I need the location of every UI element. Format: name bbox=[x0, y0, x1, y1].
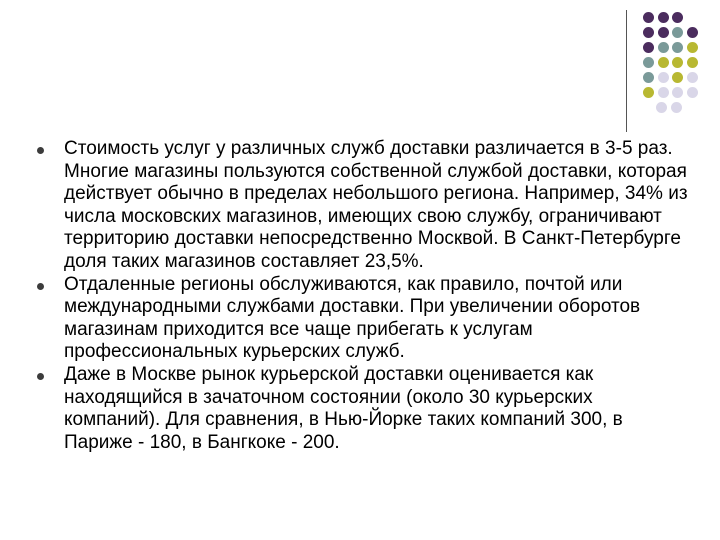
bullet-icon bbox=[37, 147, 44, 154]
bullet-item bbox=[34, 364, 694, 454]
bullet-item bbox=[34, 274, 694, 364]
bullet-text: Отдаленные регионы обслуживаются, как правило, почтой или международными службами доставки. При увеличении оборотов магазинам приходится все чаще прибегать к услугам профессиональных курьерских служб. bbox=[64, 273, 641, 363]
decorative-dot bbox=[658, 12, 669, 23]
bullet-text: Стоимость услуг у различных служб доставки различается в 3-5 раз. Многие магазины пользуются собственной службой доставки, которая действует обычно в пределах небольшого региона. Например, 34% из числа московских магазинов, имеющих свою службу, ограничивают территорию доставки непосредственно Москвой. В Санкт-Петербурге доля таких магазинов составляет 23,5%. bbox=[64, 138, 688, 272]
decorative-dot bbox=[687, 72, 698, 83]
slide-body bbox=[34, 138, 694, 454]
decorative-dot bbox=[643, 12, 654, 23]
decorative-dot bbox=[658, 87, 669, 98]
bullet-item bbox=[34, 138, 694, 274]
decorative-dot bbox=[658, 57, 669, 68]
decorative-dot bbox=[687, 87, 698, 98]
decorative-dot bbox=[643, 72, 654, 83]
decorative-dot bbox=[671, 102, 682, 113]
decorative-dot bbox=[658, 27, 669, 38]
decorative-dot bbox=[687, 42, 698, 53]
decorative-dot bbox=[658, 72, 669, 83]
decorative-dot-grid bbox=[0, 0, 720, 140]
decorative-dot bbox=[643, 42, 654, 53]
bullet-icon bbox=[37, 283, 44, 290]
decorative-dot bbox=[687, 57, 698, 68]
decorative-dot bbox=[672, 57, 683, 68]
bullet-icon bbox=[37, 373, 44, 380]
decorative-dot bbox=[643, 87, 654, 98]
decorative-dot bbox=[672, 27, 683, 38]
bullet-text: Даже в Москве рынок курьерской доставки оценивается как находящийся в зачаточном состоянии (около 30 курьерских компаний). Для сравнения, в Нью-Йорке таких компаний 300, в Париже - 180, в Бангкоке - 200. bbox=[64, 363, 623, 453]
decorative-dot bbox=[658, 42, 669, 53]
decorative-dot bbox=[672, 42, 683, 53]
decorative-dot bbox=[687, 27, 698, 38]
decorative-dot bbox=[643, 27, 654, 38]
decorative-dot bbox=[672, 72, 683, 83]
decorative-dot bbox=[672, 12, 683, 23]
decorative-dot bbox=[643, 57, 654, 68]
decorative-dot bbox=[672, 87, 683, 98]
decorative-dot bbox=[656, 102, 667, 113]
bullet-list bbox=[34, 138, 694, 454]
